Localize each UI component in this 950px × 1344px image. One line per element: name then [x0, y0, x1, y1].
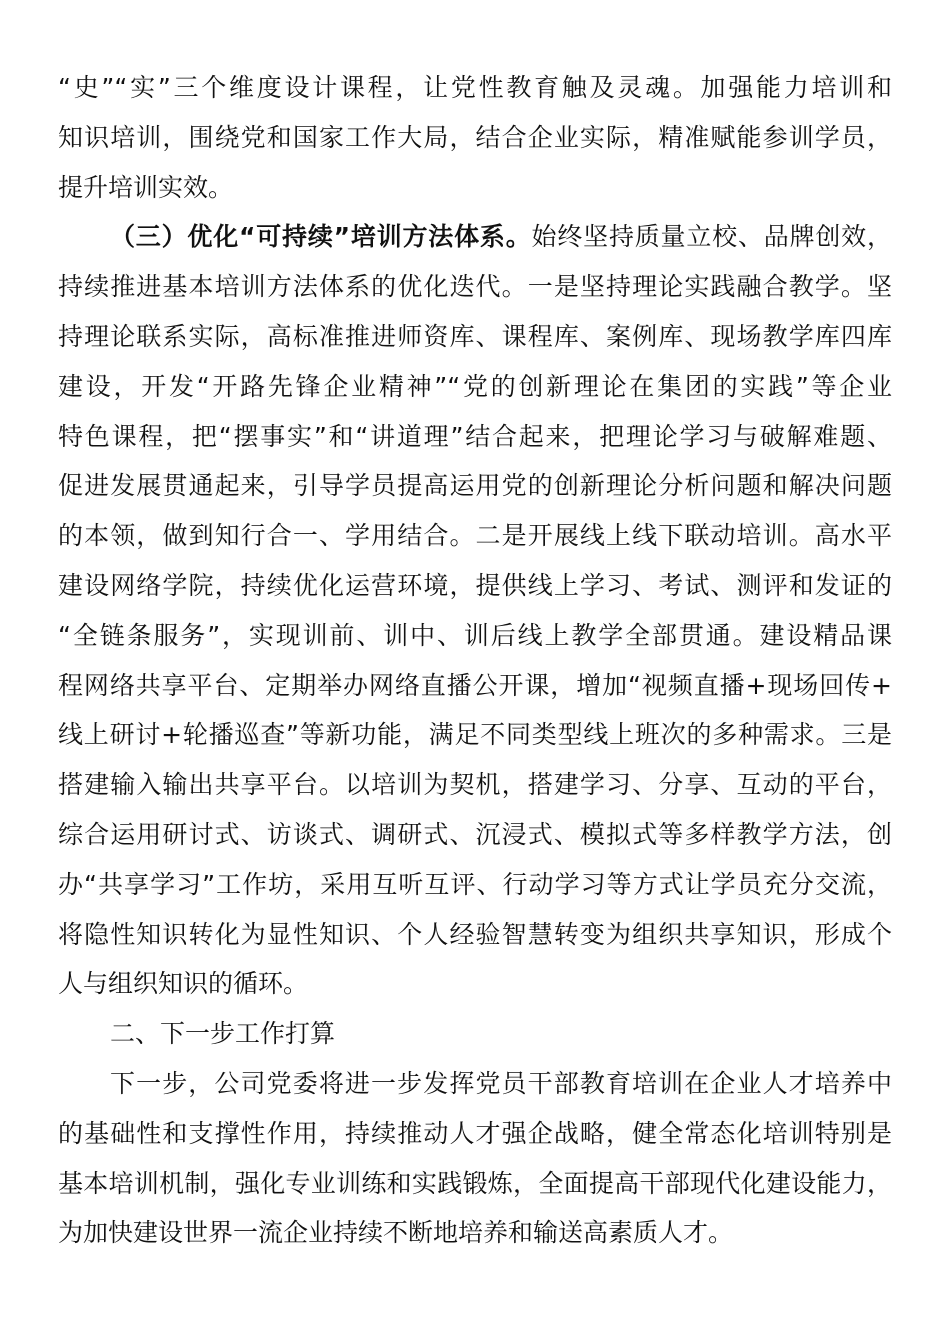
text-line: [58, 810, 892, 860]
text-line: [58, 511, 892, 561]
line-text: 持续推进基本培训方法体系的优化迭代。一是坚持理论实践融合教学。坚: [58, 272, 892, 302]
section-heading: （三）优化“可持续”培训方法体系。: [110, 222, 532, 252]
line-text: 建设，开发“开路先锋企业精神”“党的创新理论在集团的实践”等企业: [58, 371, 892, 401]
line-text: 将隐性知识转化为显性知识、个人经验智慧转变为组织共享知识，形成个: [58, 919, 892, 949]
section-heading-line: [110, 212, 892, 262]
text-line: [58, 412, 892, 462]
line-text: 办“共享学习”工作坊，采用互听互评、行动学习等方式让学员充分交流，: [58, 869, 892, 899]
line-text: 持理论联系实际，高标准推进师资库、课程库、案例库、现场教学库四库: [58, 322, 892, 351]
line-text: “史”“实”三个维度设计课程，让党性教育触及灵魂。加强能力培训和: [58, 73, 892, 102]
text-line: [58, 362, 892, 412]
text-line: [58, 461, 892, 511]
line-text: “全链条服务”，实现训前、训中、训后线上教学全部贯通。建设精品课: [58, 620, 892, 650]
line-text: 二、下一步工作打算: [110, 1019, 336, 1049]
line-text: 程网络共享平台、定期举办网络直播公开课，增加“视频直播+现场回传+: [58, 670, 892, 700]
text-line: [58, 113, 892, 163]
line-text: 搭建输入输出共享平台。以培训为契机，搭建学习、分享、互动的平台，: [58, 770, 892, 800]
text-line: [58, 611, 892, 661]
line-text: 建设网络学院，持续优化运营环境，提供线上学习、考试、测评和发证的: [58, 571, 892, 600]
text-line: [58, 561, 892, 611]
line-text: 知识培训，围绕党和国家工作大局，结合企业实际，精准赋能参训学员，: [58, 122, 892, 152]
text-line: [58, 312, 892, 362]
line-text: 的本领，做到知行合一、学用结合。二是开展线上线下联动培训。高水平: [58, 521, 892, 551]
text-line: [58, 1208, 892, 1258]
line-text: 为加快建设世界一流企业持续不断地培养和输送高素质人才。: [58, 1218, 734, 1248]
text-line: [58, 959, 892, 1009]
text-line: [58, 910, 892, 960]
text-line: [58, 760, 892, 810]
text-line: [58, 1109, 892, 1159]
text-line: [58, 860, 892, 910]
line-text: 的基础性和支撑性作用，持续推动人才强企战略，健全常态化培训特别是: [58, 1118, 892, 1148]
line-text: 人与组织知识的循环。: [58, 969, 309, 999]
text-line: [58, 1159, 892, 1209]
line-text: 综合运用研讨式、访谈式、调研式、沉浸式、模拟式等多样教学方法，创: [58, 820, 892, 849]
text-line: [110, 1059, 892, 1109]
line-text: 特色课程，把“摆事实”和“讲道理”结合起来，把理论学习与破解难题、: [58, 421, 892, 451]
text-line: [58, 63, 892, 113]
text-line: [110, 1009, 892, 1059]
line-text: 提升培训实效。: [58, 172, 234, 202]
text-line: [58, 661, 892, 711]
text-line: [58, 262, 892, 312]
line-text: 线上研讨+轮播巡查”等新功能，满足不同类型线上班次的多种需求。三是: [58, 720, 892, 750]
line-text: 始终坚持质量立校、品牌创效，: [531, 222, 892, 252]
text-line: [58, 710, 892, 760]
line-text: 下一步，公司党委将进一步发挥党员干部教育培训在企业人才培养中: [110, 1069, 892, 1098]
text-line: [58, 163, 892, 213]
line-text: 基本培训机制，强化专业训练和实践锻炼，全面提高干部现代化建设能力，: [58, 1168, 892, 1198]
line-text: 促进发展贯通起来，引导学员提高运用党的创新理论分析问题和解决问题: [58, 471, 892, 501]
